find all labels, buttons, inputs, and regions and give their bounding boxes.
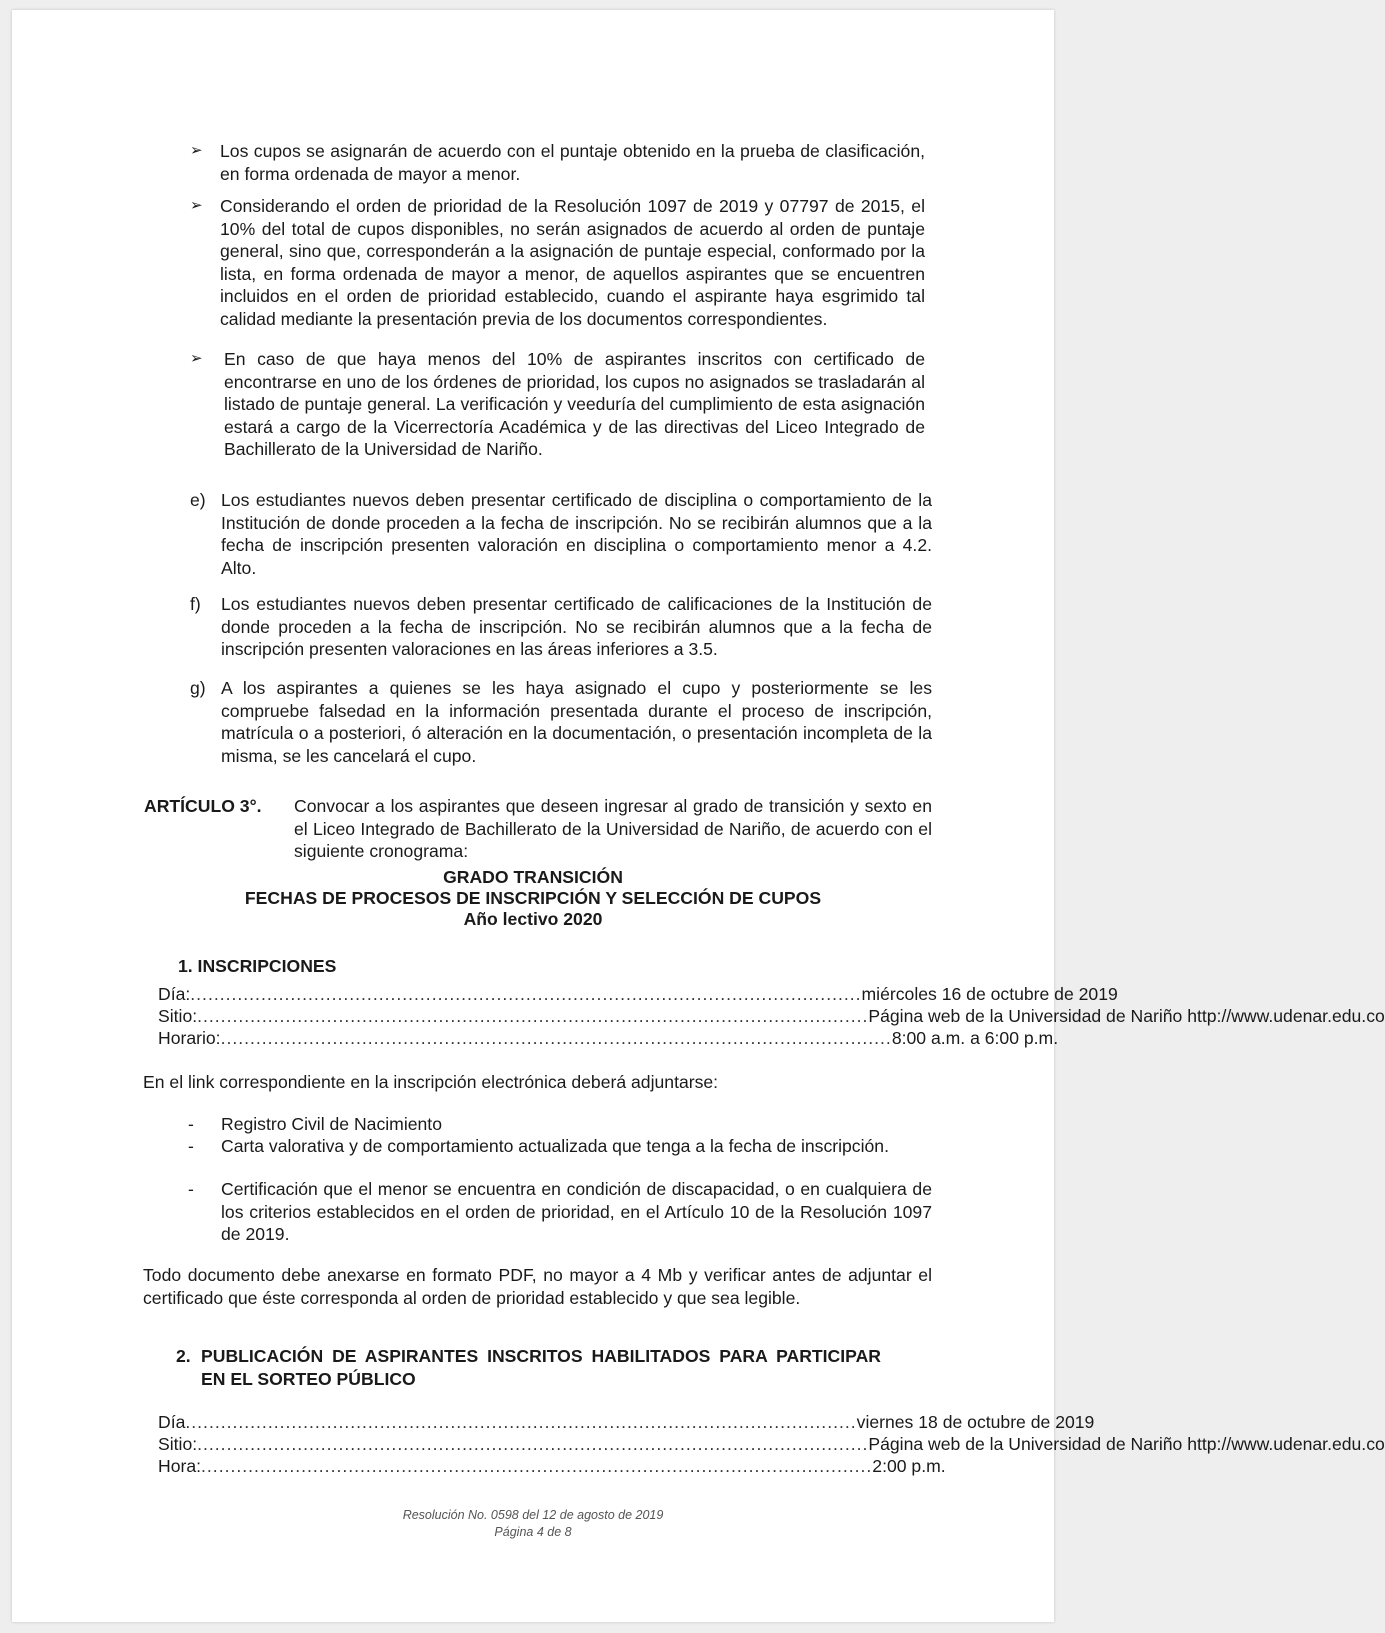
- row-label: Hora:: [158, 1456, 202, 1476]
- bullet-item: [190, 140, 925, 185]
- schedule-row-day: [158, 1412, 1095, 1434]
- attachments-intro: En el link correspondiente en la inscripción electrónica deberá adjuntarse:: [143, 1072, 719, 1092]
- row-label: Día:: [158, 984, 191, 1004]
- row-value: Página web de la Universidad de Nariño http://www.udenar.edu.co: [868, 1434, 1385, 1454]
- lettered-item-e: [190, 489, 932, 579]
- row-value: 8:00 a.m. a 6:00 p.m.: [891, 1028, 1059, 1048]
- bullet-item: [190, 195, 925, 331]
- dash-bullet: -: [188, 1179, 194, 1199]
- schedule-row-hours: [158, 1028, 1059, 1050]
- arrow-bullet-icon: ➢: [190, 142, 203, 159]
- document-page: [12, 10, 1385, 1622]
- schedule-row-site: [158, 1006, 1385, 1028]
- requirement-item: [188, 1178, 932, 1246]
- bullet-text: En caso de que haya menos del 10% de aspirantes inscritos con certificado de encontrarse en uno de los órdenes de prioridad, los cupos no asignados se trasladarán al listado de puntaje general. La verificación y veeduría del cumplimiento de esta asignación estará a cargo de la Vicerrectoría Académica y de las directivas del Liceo Integrado de Bachillerato de la Universidad de Nariño.: [224, 349, 925, 460]
- schedule-row-day: [158, 984, 1118, 1006]
- dot-leader: ..................................................................................................................: [185, 1412, 857, 1432]
- dot-leader: ..................................................................................................................: [197, 1434, 869, 1454]
- page-footer: [12, 1507, 1054, 1541]
- item-letter: g): [190, 678, 206, 698]
- requirement-item: [188, 1135, 932, 1158]
- heading-grade: GRADO TRANSICIÓN: [443, 867, 623, 887]
- row-value: viernes 18 de octubre de 2019: [856, 1412, 1095, 1432]
- schedule-row-time: [158, 1456, 946, 1478]
- requirement-text: Carta valorativa y de comportamiento actualizada que tenga a la fecha de inscripción.: [221, 1136, 889, 1156]
- item-text: Los estudiantes nuevos deben presentar certificado de calificaciones de la Institución de donde proceden a la fecha de inscripción. No se recibirán alumnos que a la fecha de inscripción presenten valoraciones en las áreas inferiores a 3.5.: [221, 594, 932, 660]
- footer-resolution: Resolución No. 0598 del 12 de agosto de 2019: [402, 1508, 664, 1522]
- footer-page-number: Página 4 de 8: [494, 1525, 572, 1539]
- dash-bullet: -: [188, 1114, 194, 1134]
- item-text: Los estudiantes nuevos deben presentar certificado de disciplina o comportamiento de la Institución de donde proceden a la fecha de inscripción. No se recibirán alumnos que a la fecha de inscripción presenten valoración en disciplina o comportamiento menor a 4.2. Alto.: [221, 490, 932, 578]
- row-label: Día: [158, 1412, 186, 1432]
- item-text: A los aspirantes a quienes se les haya asignado el cupo y posteriormente se les compruebe falsedad en la información presentada durante el proceso de inscripción, matrícula o a posteriori, ó alteración en la documentación, o presentación incompleta de la misma, se les cancelará el cupo.: [221, 678, 932, 766]
- dot-leader: ..................................................................................................................: [201, 1456, 873, 1476]
- item-letter: f): [190, 594, 201, 614]
- requirement-item: [188, 1113, 932, 1136]
- lettered-item-g: [190, 677, 932, 767]
- row-value: 2:00 p.m.: [872, 1456, 946, 1476]
- article-text: Convocar a los aspirantes que deseen ingresar al grado de transición y sexto en el Liceo Integrado de Bachillerato de la Universidad de Nariño, de acuerdo con el siguiente cronograma:: [294, 796, 932, 862]
- section-1-title: 1. INSCRIPCIONES: [178, 956, 337, 976]
- row-label: Sitio:: [158, 1006, 198, 1026]
- heading-processes: FECHAS DE PROCESOS DE INSCRIPCIÓN Y SELECCIÓN DE CUPOS: [244, 888, 822, 908]
- row-label: Horario:: [158, 1028, 221, 1048]
- bullet-text: Los cupos se asignarán de acuerdo con el puntaje obtenido en la prueba de clasificación, en forma ordenada de mayor a menor.: [220, 141, 925, 184]
- pdf-note: Todo documento debe anexarse en formato PDF, no mayor a 4 Mb y verificar antes de adjuntar el certificado que éste corresponda al orden de prioridad establecido y que sea legible.: [143, 1265, 932, 1308]
- dash-bullet: -: [188, 1136, 194, 1156]
- dot-leader: ..................................................................................................................: [220, 1028, 892, 1048]
- row-value: Página web de la Universidad de Nariño http://www.udenar.edu.co: [868, 1006, 1385, 1026]
- row-value: miércoles 16 de octubre de 2019: [861, 984, 1118, 1004]
- schedule-row-site: [158, 1434, 1385, 1456]
- section-2-number: 2.: [176, 1346, 191, 1366]
- requirement-text: Registro Civil de Nacimiento: [221, 1114, 442, 1134]
- bullet-text: Considerando el orden de prioridad de la Resolución 1097 de 2019 y 07797 de 2015, el 10% del total de cupos disponibles, no serán asignados de acuerdo al orden de puntaje general, sino que, corresponderán a la asignación de puntaje especial, conformado por la lista, en forma ordenada de mayor a menor, de aquellos aspirantes que se encuentren incluidos en el orden de prioridad establecido, cuando el aspirante haya esgrimido tal calidad mediante la presentación previa de los documentos correspondientes.: [220, 196, 925, 329]
- schedule-heading: [12, 867, 1054, 930]
- requirement-text: Certificación que el menor se encuentra en condición de discapacidad, o en cualquiera de los criterios establecidos en el orden de prioridad, en el Artículo 10 de la Resolución 1097 de 2019.: [221, 1179, 932, 1245]
- item-letter: e): [190, 490, 206, 510]
- arrow-bullet-icon: ➢: [190, 197, 203, 214]
- bullet-item: [190, 348, 925, 461]
- arrow-bullet-icon: ➢: [190, 350, 203, 367]
- lettered-item-f: [190, 593, 932, 661]
- row-label: Sitio:: [158, 1434, 198, 1454]
- article-label: ARTÍCULO 3°.: [144, 796, 262, 816]
- dot-leader: ..................................................................................................................: [197, 1006, 869, 1026]
- heading-year: Año lectivo 2020: [463, 909, 603, 929]
- dot-leader: ..................................................................................................................: [190, 984, 862, 1004]
- section-2-title: PUBLICACIÓN DE ASPIRANTES INSCRITOS HABILITADOS PARA PARTICIPAR EN EL SORTEO PÚBLICO: [201, 1346, 881, 1389]
